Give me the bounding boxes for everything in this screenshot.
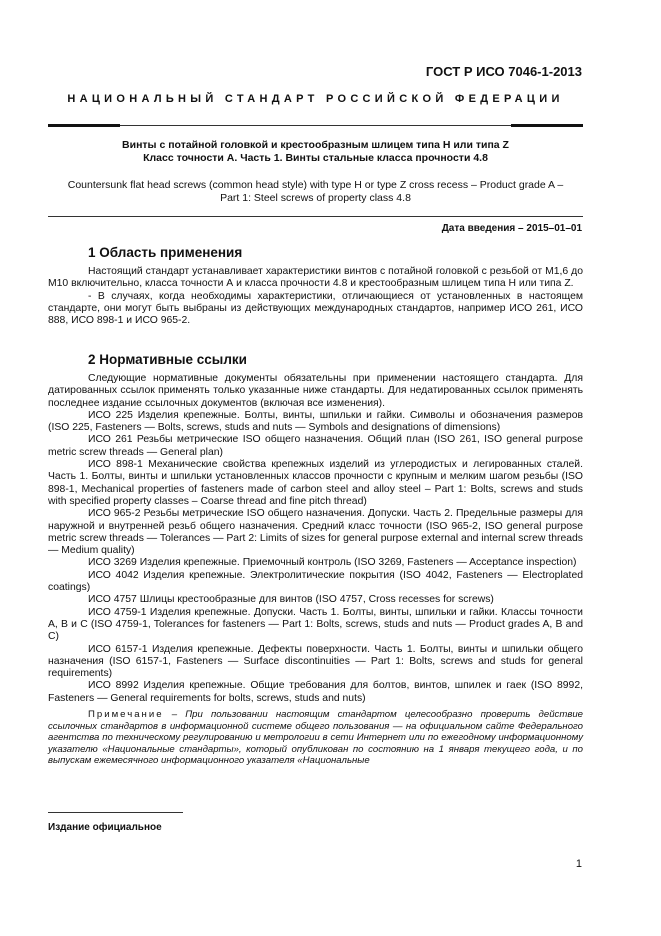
section-1-paragraph-1: Настоящий стандарт устанавливает характеристики винтов с потайной головкой с резьбой от М1,6 до М10 включительно, класса точности А и класса прочности 4.8 и крестообразным шлицем типа Н или типа Z. xyxy=(48,266,583,290)
section-2-body xyxy=(48,373,583,767)
standard-code: ГОСТ Р ИСО 7046-1-2013 xyxy=(425,64,582,79)
note-text: – При пользовании настоящим стандартом целесообразно проверить действие ссылочных стандартов в информационной системе общего пользования — на официальном сайте Федерального агентства по техническому регулированию и метрологии в сети Интернет или по ежегодному информационному указателю «Национальные стандарты», который опубликован по состоянию на 1 января текущего года, и по выпускам ежемесячного информационного указателя «Национальные xyxy=(48,709,583,767)
reference-item: ИСО 4757 Шлицы крестообразные для винтов (ISO 4757, Cross recesses for screws) xyxy=(88,594,494,606)
reference-item: ИСО 225 Изделия крепежные. Болты, винты, шпильки и гайки. Символы и обозначения размеров (ISO 225, Fasteners — Bolts, screws, studs and nuts — Symbols and designations of dimensions) xyxy=(48,409,583,434)
reference-item: ИСО 6157-1 Изделия крепежные. Дефекты поверхности. Часть 1. Болты, винты и шпильки общего назначения (ISO 6157-1, Fasteners — Surface discontinuities — Part 1: Bolts, screws and studs for general requirements) xyxy=(48,643,583,680)
title-ru-line-2: Класс точности А. Часть 1. Винты стальные класса прочности 4.8 xyxy=(143,152,488,164)
title-russian xyxy=(48,139,583,165)
top-rule-left-accent xyxy=(48,124,120,127)
top-rule-right-accent xyxy=(511,124,583,127)
section-1-heading: 1 Область применения xyxy=(88,245,243,260)
top-rule xyxy=(48,125,583,126)
introduction-date: Дата введения – 2015–01–01 xyxy=(441,223,582,234)
section-1-paragraph-2: - В случаях, когда необходимы характеристики, отличающиеся от установленных в настоящем стандарте, они могут быть выбраны из действующих международных стандартов, например ИСО 261, ИСО 888, ИСО 898-1 и ИСО 965-2. xyxy=(48,290,583,327)
title-english xyxy=(48,179,583,205)
page-number: 1 xyxy=(575,858,582,870)
reference-item: ИСО 3269 Изделия крепежные. Приемочный контроль (ISO 3269, Fasteners — Acceptance inspection) xyxy=(88,557,577,569)
title-ru-line-1: Винты с потайной головкой и крестообразным шлицем типа H или типа Z xyxy=(122,139,509,151)
note-paragraph xyxy=(48,709,583,767)
reference-item: ИСО 965-2 Резьбы метрические ISO общего назначения. Допуски. Часть 2. Предельные размеры для наружной и внутренней резьб общего назначения. Средний класс точности (ISO 965-2, ISO general purpose metric screw threads — Tolerances — Part 2: Limits of sizes for general purpose external and internal screw threads — Medium quality) xyxy=(48,508,583,557)
edition-label: Издание официальное xyxy=(48,822,162,833)
footer-rule xyxy=(48,812,183,813)
reference-item: ИСО 898-1 Механические свойства крепежных изделий из углеродистых и легированных сталей. Часть 1. Болты, винты и шпильки установленных классов прочности с крупным и мелким шагом резьбы (ISO 898-1, Mechanical properties of fasteners made of carbon steel and alloy steel – Part 1: Bolts, screws and studs with specified property classes – Coarse thread and fine pitch thread) xyxy=(48,459,583,507)
title-en-line-2: Part 1: Steel screws of property class 4.8 xyxy=(220,192,411,204)
reference-item: ИСО 8992 Изделия крепежные. Общие требования для болтов, винтов, шпилек и гаек (ISO 8992, Fasteners — General requirements for bolts, screws, studs and nuts) xyxy=(48,680,583,704)
title-en-line-1: Countersunk flat head screws (common head style) with type H or type Z cross recess – Product grade A – xyxy=(67,179,564,191)
middle-rule xyxy=(48,216,583,217)
section-1-body xyxy=(48,266,583,327)
reference-item: ИСО 4042 Изделия крепежные. Электролитические покрытия (ISO 4042, Fasteners — Electroplated coatings) xyxy=(48,569,583,594)
reference-item: ИСО 4759-1 Изделия крепежные. Допуски. Часть 1. Болты, винты, шпильки и гайки. Классы точности А, В и С (ISO 4759-1, Tolerances for fasteners — Part 1: Bolts, screws, studs and nuts — Product grades A, B and C) xyxy=(48,606,583,643)
section-2-heading: 2 Нормативные ссылки xyxy=(88,352,247,367)
note-label: Примечание xyxy=(88,709,164,721)
reference-item: ИСО 261 Резьбы метрические ISO общего назначения. Общий план (ISO 261, ISO general purpose metric screw threads — General plan) xyxy=(48,434,583,458)
standard-banner: НАЦИОНАЛЬНЫЙ СТАНДАРТ РОССИЙСКОЙ ФЕДЕРАЦИИ xyxy=(67,93,564,105)
section-2-intro: Следующие нормативные документы обязательны при применении настоящего стандарта. Для датированных ссылок применять только указанные ниже стандарты. Для недатированных ссылок применять последнее издание ссылочных документов (включая все изменения). xyxy=(48,373,583,409)
